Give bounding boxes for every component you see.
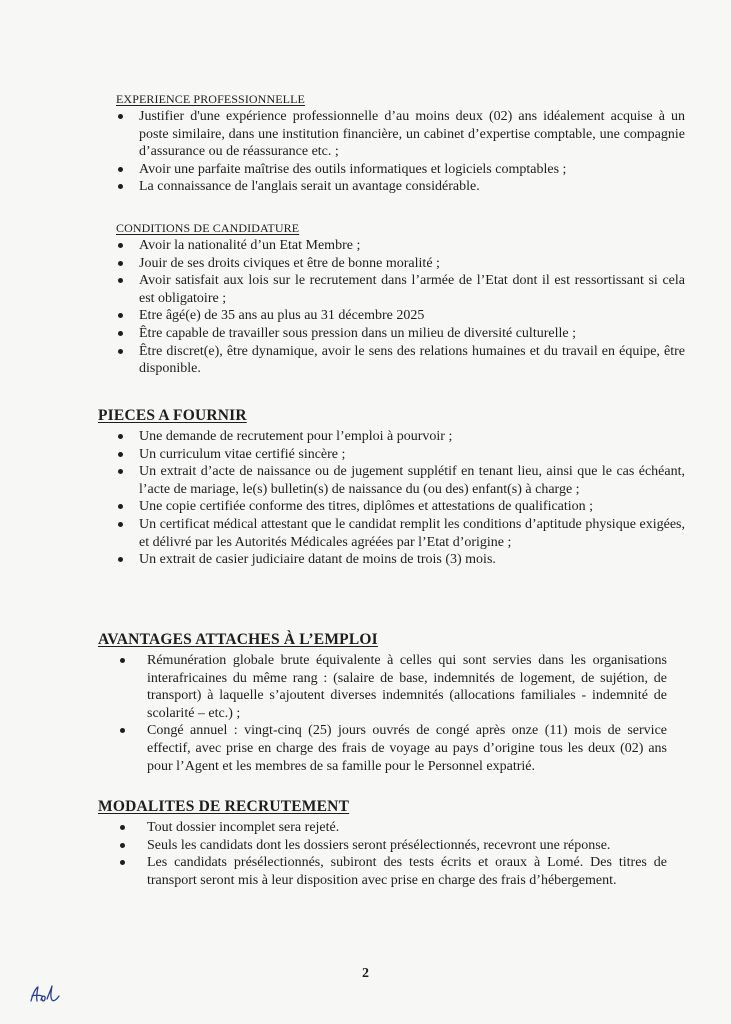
list-item: Avoir la nationalité d’un Etat Membre ;: [139, 237, 685, 255]
list-item: Un extrait d’acte de naissance ou de jugement supplétif en tenant lieu, ainsi que le cas échéant, l’acte de mariage, le(s) bulletin(s) de naissance du (ou des) enfant(s) à charge ;: [139, 464, 685, 497]
handwritten-initials: [28, 983, 62, 1005]
list-item: Justifier d'une expérience professionnelle d’au moins deux (02) ans idéalement acquise à un poste similaire, dans une institution financière, un cabinet d’expertise comptable, une compagnie d’assurance ou de réassurance etc. ;: [139, 109, 685, 160]
list-item: Être discret(e), être dynamique, avoir le sens des relations humaines et du travail en équipe, être disponible.: [139, 343, 685, 377]
pieces-list: [139, 428, 685, 569]
list-item: Rémunération globale brute équivalente à celles qui sont servies dans les organisations interafricaines du même rang : (salaire de base, indemnités de logement, de sujétion, de transport) à laquelle s’ajoutent diverses indemnités (allocations familiales - indemnité de scolarité – etc.) ;: [147, 653, 667, 721]
list-item: Etre âgé(e) de 35 ans au plus au 31 décembre 2025: [139, 307, 685, 325]
list-item: La connaissance de l'anglais serait un avantage considérable.: [139, 178, 685, 196]
avantages-list: [147, 652, 667, 775]
modalites-heading: MODALITES DE RECRUTEMENT: [98, 798, 350, 815]
list-item: Avoir une parfaite maîtrise des outils informatiques et logiciels comptables ;: [139, 161, 685, 179]
list-item: Être capable de travailler sous pression dans un milieu de diversité culturelle ;: [139, 325, 685, 343]
conditions-list: [139, 237, 685, 378]
experience-heading: EXPERIENCE PROFESSIONNELLE: [116, 92, 305, 106]
list-item: Avoir satisfait aux lois sur le recrutement dans l’armée de l’Etat dont il est ressortissant si cela est obligatoire ;: [139, 273, 685, 306]
page-number: 2: [362, 966, 369, 981]
list-item: Un curriculum vitae certifié sincère ;: [139, 446, 685, 464]
list-item: Congé annuel : vingt-cinq (25) jours ouvrés de congé après onze (11) mois de service effectif, avec prise en charge des frais de voyage au pays d’origine tous les deux (02) ans pour l’Agent et les membres de sa famille pour le Personnel expatrié.: [147, 723, 667, 774]
list-item: Jouir de ses droits civiques et être de bonne moralité ;: [139, 255, 685, 273]
avantages-heading: AVANTAGES ATTACHES À L’EMPLOI: [98, 631, 378, 648]
experience-list: [139, 108, 685, 196]
modalites-list: [147, 819, 667, 889]
list-item: Tout dossier incomplet sera rejeté.: [147, 819, 667, 837]
conditions-heading: CONDITIONS DE CANDIDATURE: [116, 221, 300, 235]
list-item: Seuls les candidats dont les dossiers seront présélectionnés, recevront une réponse.: [147, 837, 667, 855]
list-item: Une demande de recrutement pour l’emploi à pourvoir ;: [139, 428, 685, 446]
list-item: Un extrait de casier judiciaire datant de moins de trois (3) mois.: [139, 551, 685, 569]
list-item: Une copie certifiée conforme des titres, diplômes et attestations de qualification ;: [139, 498, 685, 516]
list-item: Les candidats présélectionnés, subiront des tests écrits et oraux à Lomé. Des titres de transport seront mis à leur disposition avec prise en charge des frais d’hébergement.: [147, 855, 667, 888]
list-item: Un certificat médical attestant que le candidat remplit les conditions d’aptitude physique exigées, et délivré par les Autorités Médicales agréées par l’Etat d’origine ;: [139, 516, 685, 550]
pieces-heading: PIECES A FOURNIR: [98, 407, 247, 424]
